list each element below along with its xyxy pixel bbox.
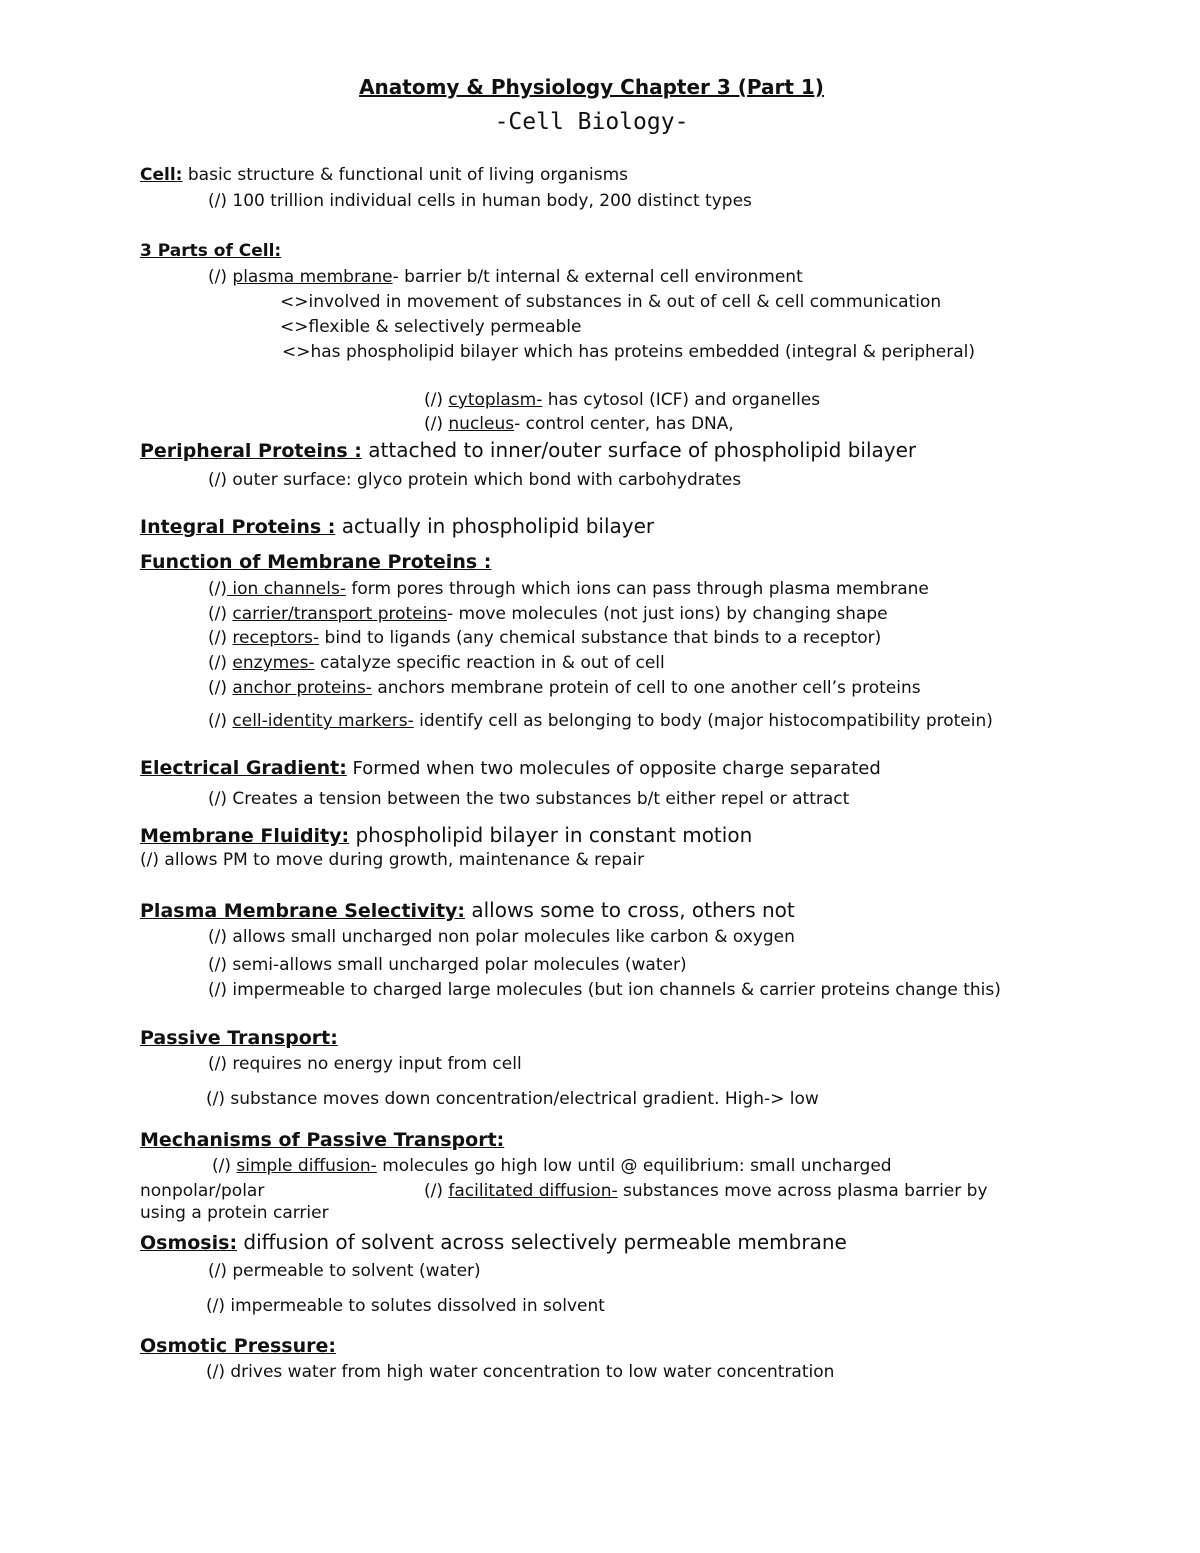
mechanisms-line-3: using a protein carrier [140,1203,329,1223]
function-term: carrier/transport proteins [232,604,447,624]
osmosis-definition [140,1231,847,1254]
bullet-prefix: (/) [212,1156,237,1176]
cell-bullet: (/) 100 trillion individual cells in human body, 200 distinct types [208,191,752,211]
passive-bullet: (/) requires no energy input from cell [208,1054,522,1074]
osmosis-def-text: diffusion of solvent across selectively permeable membrane [237,1230,847,1254]
osmosis-bullet: (/) permeable to solvent (water) [208,1261,481,1281]
peripheral-bullet: (/) outer surface: glyco protein which bond with carbohydrates [208,470,742,490]
bullet-prefix: (/) [208,579,227,599]
bullet-prefix: (/) [424,414,449,434]
passive-heading: Passive Transport: [140,1027,338,1049]
pm-sub-bullet: <>has phospholipid bilayer which has proteins embedded (integral & peripheral) [282,342,976,362]
cell-definition [140,164,628,186]
function-text: bind to ligands (any chemical substance that binds to a receptor) [319,628,882,648]
osmotic-pressure-heading: Osmotic Pressure: [140,1335,336,1357]
cytoplasm-term: cytoplasm- [448,390,543,410]
pm-sub-bullet: <>flexible & selectively permeable [280,317,582,337]
bullet-prefix: (/) [208,653,233,673]
peripheral-definition [140,439,916,462]
plasma-membrane-bullet [208,266,803,288]
passive-bullet: (/) substance moves down concentration/electrical gradient. High-> low [206,1089,819,1109]
mechanisms-line-2-start: nonpolar/polar [140,1181,265,1201]
fluidity-heading: Membrane Fluidity: [140,825,350,847]
plasma-membrane-text: - barrier b/t internal & external cell environment [392,267,803,287]
cell-heading: Cell: [140,165,183,185]
function-text: catalyze specific reaction in & out of cell [314,653,665,673]
page-title: Anatomy & Physiology Chapter 3 (Part 1) [359,75,824,99]
integral-definition [140,515,654,538]
function-item [208,603,888,625]
bullet-prefix: (/) [208,678,233,698]
function-item [208,578,929,600]
simple-diffusion-term: simple diffusion- [236,1156,377,1176]
osmosis-bullet: (/) impermeable to solutes dissolved in solvent [206,1296,605,1316]
function-text: - move molecules (not just ions) by changing shape [447,604,888,624]
function-term: ion channels- [227,579,346,599]
electrical-definition [140,757,881,780]
bullet-prefix: (/) [424,1181,449,1201]
electrical-heading: Electrical Gradient: [140,757,347,779]
function-item [208,710,993,732]
cytoplasm-text: has cytosol (ICF) and organelles [542,390,821,410]
facilitated-diffusion-text: substances move across plasma barrier by [617,1181,988,1201]
integral-def-text: actually in phospholipid bilayer [335,514,655,538]
selectivity-heading: Plasma Membrane Selectivity: [140,900,466,922]
peripheral-heading: Peripheral Proteins : [140,440,362,462]
cytoplasm-bullet [424,389,820,411]
electrical-bullet: (/) Creates a tension between the two substances b/t either repel or attract [208,789,850,809]
facilitated-diffusion-term: facilitated diffusion- [448,1181,618,1201]
pm-sub-bullet: <>involved in movement of substances in & out of cell & cell communication [280,292,942,312]
integral-heading: Integral Proteins : [140,516,336,538]
function-term: cell-identity markers- [232,711,414,731]
bullet-prefix: (/) [208,628,233,648]
plasma-membrane-term: plasma membrane [232,267,393,287]
fluidity-def-text: phospholipid bilayer in constant motion [349,823,753,847]
selectivity-bullet: (/) semi-allows small uncharged polar molecules (water) [208,955,687,975]
simple-diffusion-bullet [212,1155,892,1177]
cell-def-text: basic structure & functional unit of living organisms [182,165,629,185]
electrical-def-text: Formed when two molecules of opposite charge separated [346,758,881,779]
function-text: form pores through which ions can pass through plasma membrane [345,579,929,599]
facilitated-diffusion-bullet [424,1180,988,1202]
function-term: anchor proteins- [232,678,372,698]
bullet-prefix: (/) [208,604,233,624]
mechanisms-heading: Mechanisms of Passive Transport: [140,1129,505,1151]
osmosis-heading: Osmosis: [140,1232,238,1254]
functions-heading: Function of Membrane Proteins : [140,551,492,573]
function-term: receptors- [232,628,320,648]
fluidity-definition [140,824,752,847]
bullet-prefix: (/) [424,390,449,410]
fluidity-bullet: (/) allows PM to move during growth, maintenance & repair [140,850,645,870]
function-item [208,677,921,699]
nucleus-bullet [424,413,734,435]
bullet-prefix: (/) [208,711,233,731]
selectivity-bullet: (/) allows small uncharged non polar molecules like carbon & oxygen [208,927,795,947]
page-subtitle: -Cell Biology- [494,109,689,135]
function-item [208,627,881,649]
function-item [208,652,665,674]
nucleus-term: nucleus [448,414,515,434]
peripheral-def-text: attached to inner/outer surface of phospholipid bilayer [361,438,917,462]
selectivity-def-text: allows some to cross, others not [465,898,795,922]
selectivity-definition [140,899,795,922]
simple-diffusion-text: molecules go high low until @ equilibrium: small uncharged [376,1156,892,1176]
selectivity-bullet: (/) impermeable to charged large molecules (but ion channels & carrier proteins change this) [208,980,1001,1000]
bullet-prefix: (/) [208,267,233,287]
function-term: enzymes- [232,653,315,673]
osmotic-pressure-bullet: (/) drives water from high water concentration to low water concentration [206,1362,835,1382]
nucleus-text: - control center, has DNA, [514,414,734,434]
parts-heading: 3 Parts of Cell: [140,241,282,261]
function-text: anchors membrane protein of cell to one another cell’s proteins [371,678,921,698]
function-text: identify cell as belonging to body (major histocompatibility protein) [413,711,993,731]
